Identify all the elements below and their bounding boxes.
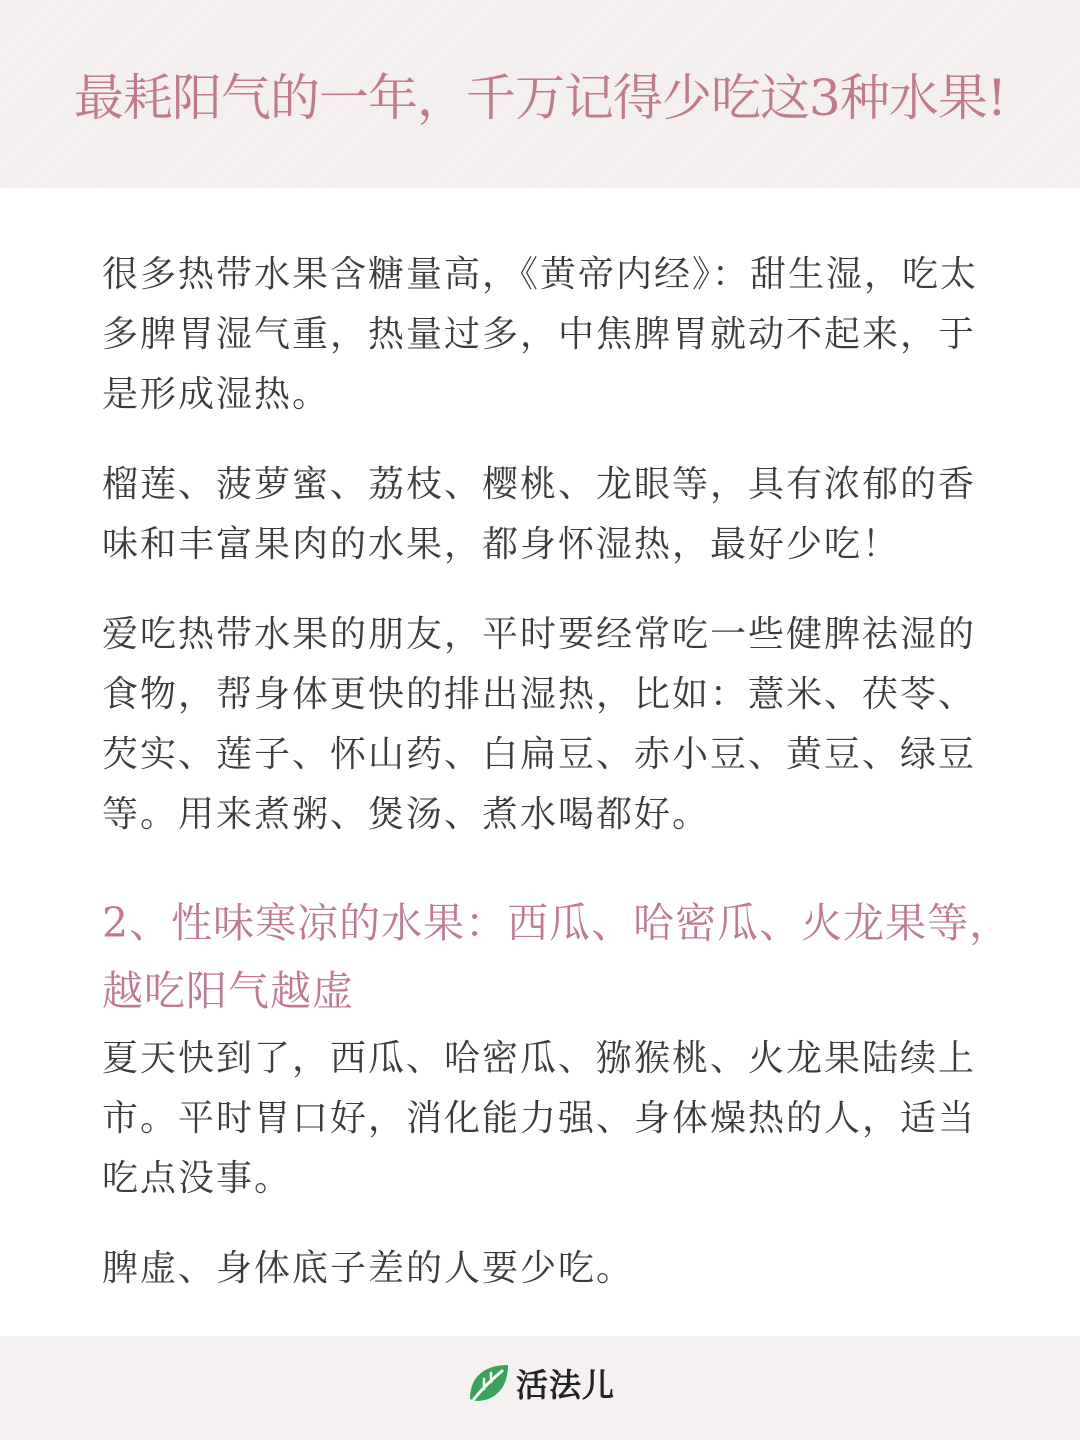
brand-logo-group [464, 1358, 615, 1408]
section-heading: 2、性味寒凉的水果：西瓜、哈密瓜、火龙果等，越吃阳气越虚 [102, 899, 1012, 1015]
paragraph-1: 很多热带水果含糖量高，《黄帝内经》：甜生湿，吃太多脾胃湿气重，热量过多，中焦脾胃就动不起来，于是形成湿热。 [102, 254, 979, 415]
paragraph-4: 夏天快到了，西瓜、哈密瓜、猕猴桃、火龙果陆续上市。平时胃口好，消化能力强、身体燥热的人，适当吃点没事。 [102, 1038, 977, 1199]
paragraph-2: 榴莲、菠萝蜜、荔枝、樱桃、龙眼等，具有浓郁的香味和丰富果肉的水果，都身怀湿热，最好少吃！ [102, 464, 977, 565]
article-card [0, 188, 1080, 1336]
article-body [102, 245, 1012, 1299]
brand-name: 活法儿 [516, 1366, 616, 1404]
page-title: 最耗阳气的一年，千万记得少吃这3种水果! [74, 69, 1006, 127]
paragraph-3: 爱吃热带水果的朋友，平时要经常吃一些健脾祛湿的食物，帮身体更快的排出湿热，比如：薏米、茯苓、芡实、莲子、怀山药、白扁豆、赤小豆、黄豆、绿豆等。用来煮粥、煲汤、煮水喝都好。 [102, 614, 977, 835]
header [0, 0, 1080, 188]
leaf-icon [464, 1359, 512, 1407]
footer [0, 1336, 1080, 1440]
paragraph-5: 脾虚、身体底子差的人要少吃。 [102, 1248, 635, 1289]
